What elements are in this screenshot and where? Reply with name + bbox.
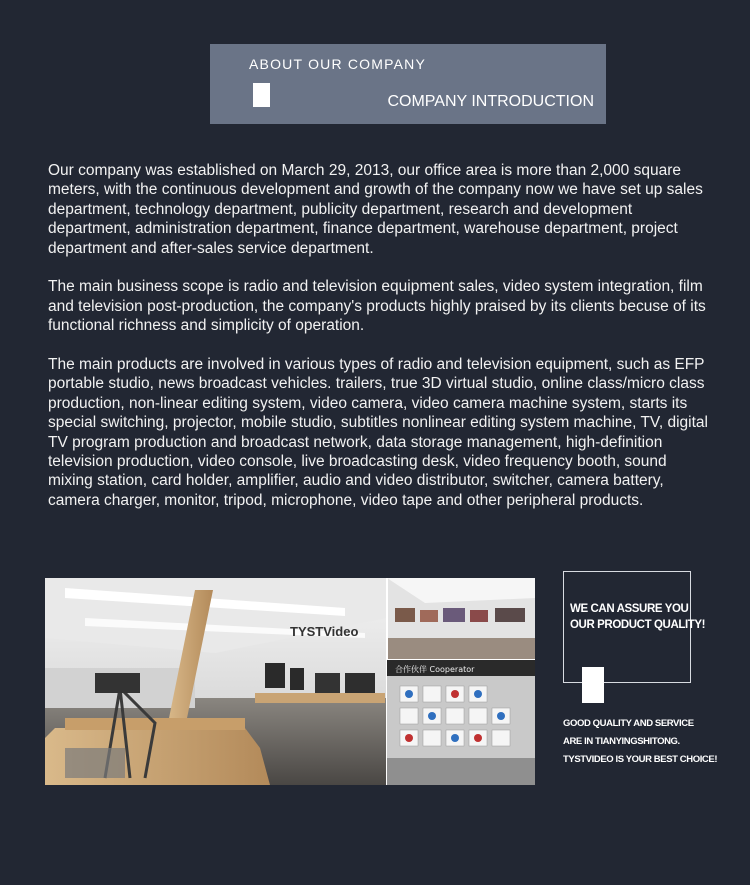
- tagline-line-3: TYSTVIDEO IS YOUR BEST CHOICE!: [563, 754, 718, 765]
- company-office-photo: [45, 578, 535, 785]
- intro-paragraph-3: The main products are involved in various types of radio and television equipment, such as EFP portable studio, news broadcast vehicles. trailers, true 3D virtual studio, online class/micro class production, non-linear editing system, video camera, video camera machine system, starts its special switching, projector, mobile studio, subtitles nonlinear editing system machine, TV, digital TV program production and broadcast network, data storage management, high-definition television production, video console, live broadcasting desk, video frequency booth, sound mixing station, card holder, amplifier, audio and video distributor, switcher, camera battery, camera charger, monitor, tripod, microphone, video tape and other peripheral products.: [48, 356, 708, 509]
- quality-assurance-box: [563, 571, 706, 683]
- banner-subtitle: ABOUT OUR COMPANY: [249, 56, 427, 72]
- intro-paragraph-1: Our company was established on March 29, 2013, our office area is more than 2,000 square meters, with the continuous development and growth of the company now we have set up sales department, technology department, publicity department, research and development department, administration department, finance department, warehouse department, project department and after-sales service department.: [48, 162, 703, 257]
- intro-paragraph-2: The main business scope is radio and television equipment sales, video system integration, film and television post-production, the company's products highly praised by its clients becuse of its functional richness and simplicity of operation.: [48, 278, 706, 335]
- banner-accent-block: [253, 83, 270, 107]
- office-sign-text: TYSTVideo: [290, 624, 359, 639]
- banner-title: COMPANY INTRODUCTION: [387, 93, 594, 110]
- tagline-line-1: GOOD QUALITY AND SERVICE: [563, 718, 694, 729]
- office-photo-illustration: [45, 578, 535, 785]
- quality-line-2: OUR PRODUCT QUALITY!: [570, 619, 706, 631]
- quality-accent-block: [582, 667, 604, 703]
- quality-line-1: WE CAN ASSURE YOU: [570, 603, 689, 615]
- section-banner: [210, 44, 606, 124]
- cooperator-wall-text: 合作伙伴 Cooperator: [395, 665, 475, 674]
- tagline-line-2: ARE IN TIANYINGSHITONG.: [563, 736, 680, 747]
- company-introduction-text: [48, 161, 708, 530]
